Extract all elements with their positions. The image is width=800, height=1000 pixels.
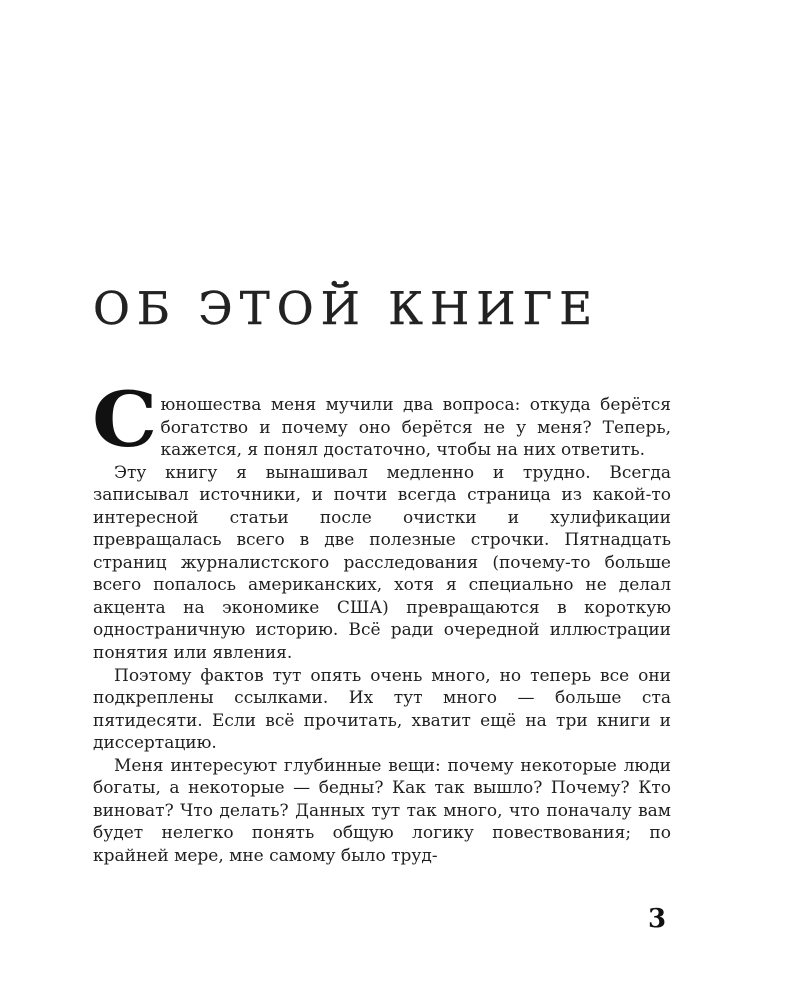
- paragraph-2: Эту книгу я вынашивал медленно и трудно. Всегда записывал источники, и почти всегда страница из какой-то интересной статьи после очистки и хулификации превращалась всего в две полезные строчки. Пятнадцать страниц журналистского расследования (почему-то больше всего попалось американских, хотя я специально не делал акцента на экономике США) превращаются в короткую одностраничную историю. Всё ради очередной иллюстрации понятия или явления.: [93, 462, 671, 664]
- paragraph-3: Поэтому фактов тут опять очень много, но теперь все они подкреплены ссылками. Их тут много — больше ста пятидесяти. Если всё прочитать, хватит ещё на три книги и диссертацию.: [93, 665, 671, 754]
- body-text: [92, 375, 671, 867]
- chapter-title: ОБ ЭТОЙ КНИГЕ: [93, 282, 600, 335]
- paragraph-4: Меня интересуют глубинные вещи: почему некоторые люди богаты, а некоторые — бедны? Как так вышло? Почему? Кто виноват? Что делать? Данных тут так много, что поначалу вам будет нелегко понять общую логику повествования; по крайней мере, мне самому было труд-: [93, 755, 671, 866]
- page-number: 3: [648, 904, 667, 934]
- paragraph-1-text: юношества меня мучили два вопроса: откуда берётся богатство и почему оно берётся не у меня? Теперь, кажется, я понял достаточно, чтобы на них ответить.: [160, 395, 671, 461]
- paragraph-1: [92, 375, 671, 464]
- drop-cap: С: [92, 375, 158, 464]
